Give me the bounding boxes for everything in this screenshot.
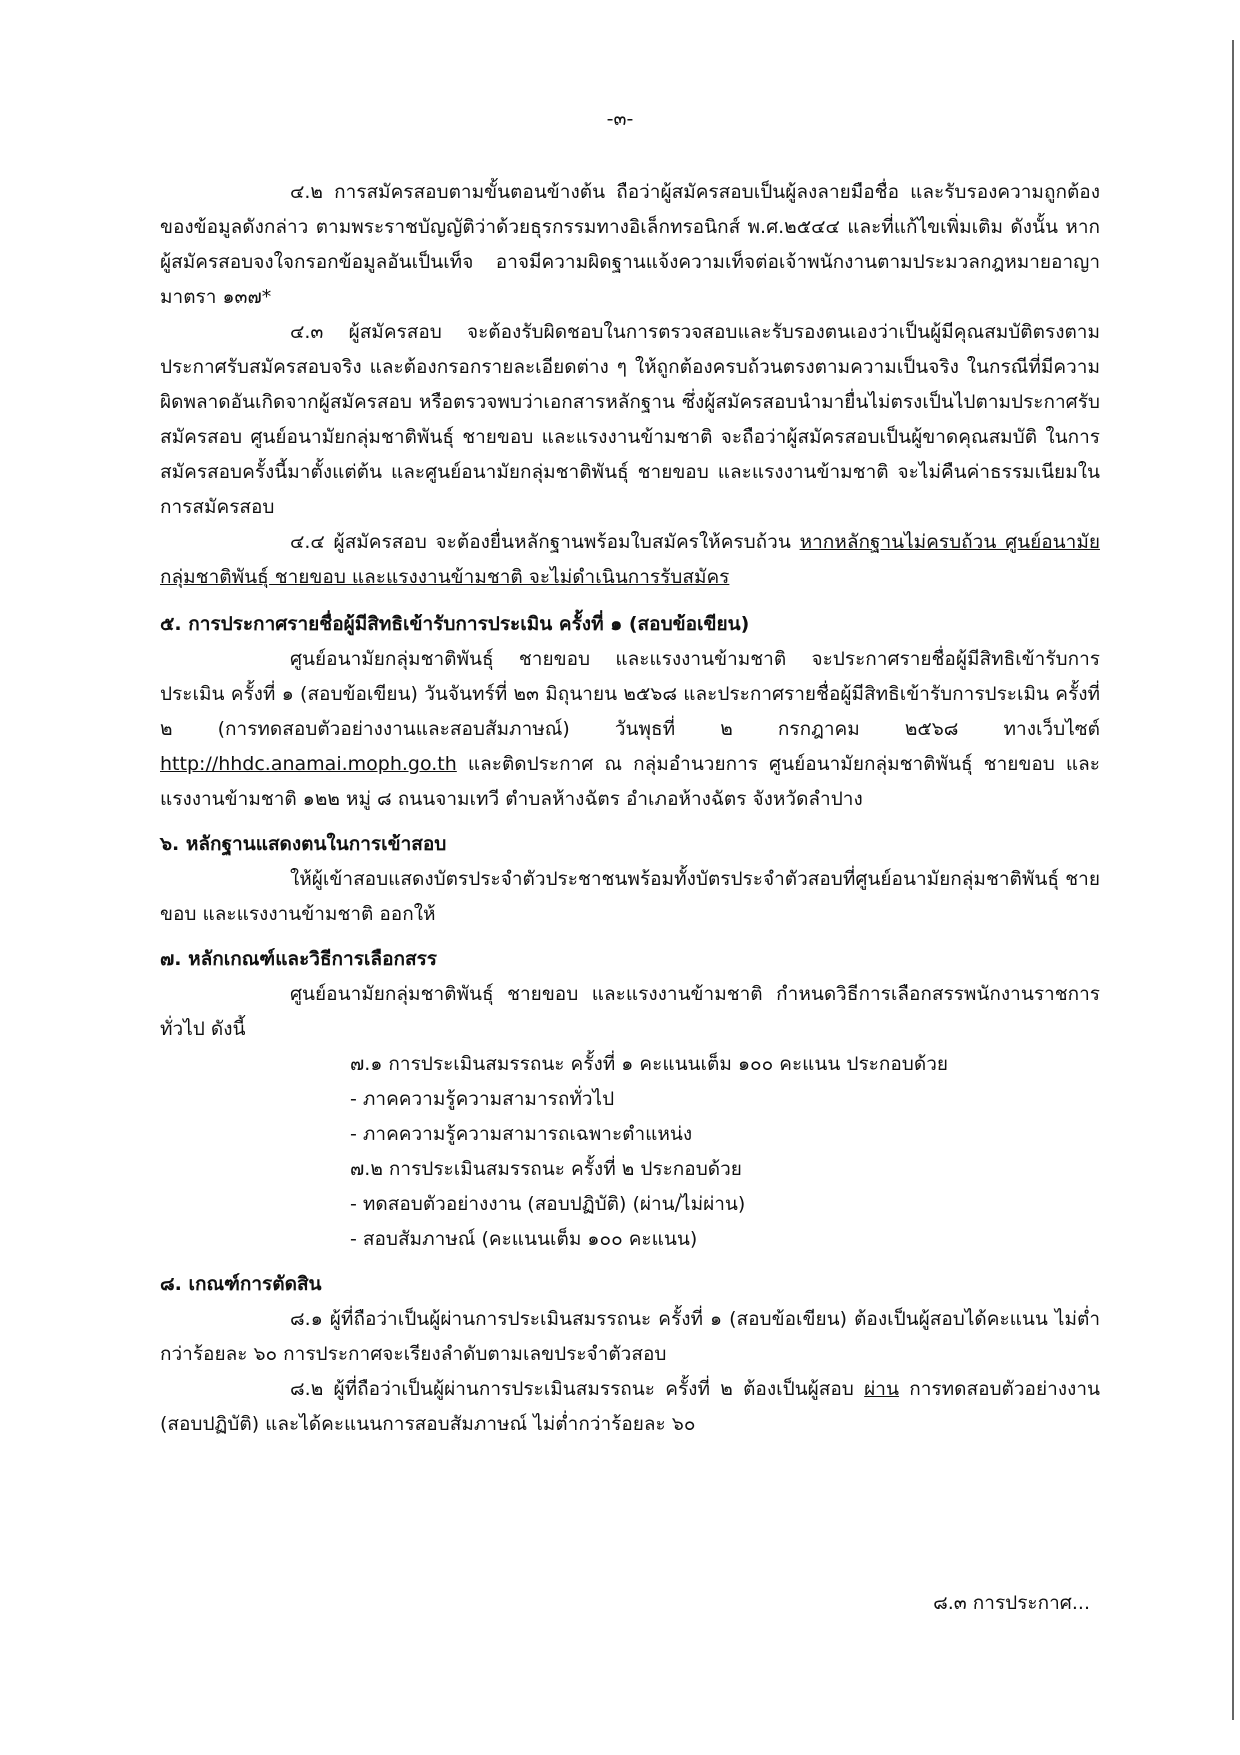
section-6: ให้ผู้เข้าสอบแสดงบัตรประจำตัวประชาชนพร้อมทั้งบัตรประจำตัวสอบที่ศูนย์อนามัยกลุ่มชาติพันธุ์ ชายขอบ และแรงงานข้ามชาติ ออกให้ [160,868,1100,925]
section-8-2 [160,1372,1100,1442]
document-body [160,175,1100,1442]
website-link[interactable]: http://hhdc.anamai.moph.go.th [160,753,457,775]
section-4-3: ๔.๓ ผู้สมัครสอบ จะต้องรับผิดชอบในการตรวจสอบและรับรองตนเองว่าเป็นผู้มีคุณสมบัติตรงตามประกาศรับสมัครสอบจริง และต้องกรอกรายละเอียดต่าง ๆ ให้ถูกต้องครบถ้วนตรงตามความเป็นจริง ในกรณีที่มีความผิดพลาดอันเกิดจากผู้สมัครสอบ หรือตรวจพบว่าเอกสารหลักฐาน ซึ่งผู้สมัครสอบนำมายื่นไม่ตรงเป็นไปตามประกาศรับสมัครสอบ ศูนย์อนามัยกลุ่มชาติพันธุ์ ชายขอบ และแรงงานข้ามชาติ จะถือว่าผู้สมัครสอบเป็นผู้ขาดคุณสมบัติ ในการสมัครสอบครั้งนี้มาตั้งแต่ต้น และศูนย์อนามัยกลุ่มชาติพันธุ์ ชายขอบ และแรงงานข้ามชาติ จะไม่คืนค่าธรรมเนียมในการสมัครสอบ [160,321,1100,518]
section-4-4-text: ๔.๔ ผู้สมัครสอบ จะต้องยื่นหลักฐานพร้อมใบสมัครให้ครบถ้วน [290,531,800,553]
section-5-text: ศูนย์อนามัยกลุ่มชาติพันธุ์ ชายขอบ และแรงงานข้ามชาติ จะประกาศรายชื่อผู้มีสิทธิเข้ารับการประเมิน ครั้งที่ ๑ (สอบข้อเขียน) วันจันทร์ที่ ๒๓ มิถุนายน ๒๕๖๘ และประกาศรายชื่อผู้มีสิทธิเข้ารับการประเมิน ครั้งที่ ๒ (การทดสอบตัวอย่างงานและสอบสัมภาษณ์) วันพุธที่ ๒ กรกฎาคม ๒๕๖๘ ทางเว็บไซต์ [160,648,1100,740]
heading-6: ๖. หลักฐานแสดงตนในการเข้าสอบ [160,833,447,855]
section-7-2-item-b: - สอบสัมภาษณ์ (คะแนนเต็ม ๑๐๐ คะแนน) [350,1228,698,1250]
section-7-1: ๗.๑ การประเมินสมรรถนะ ครั้งที่ ๑ คะแนนเต็ม ๑๐๐ คะแนน ประกอบด้วย [350,1053,948,1075]
section-5 [160,642,1100,817]
heading-5: ๕. การประกาศรายชื่อผู้มีสิทธิเข้ารับการประเมิน ครั้งที่ ๑ (สอบข้อเขียน) [160,613,750,635]
scan-edge-line [1232,40,1234,1720]
section-4-2: ๔.๒ การสมัครสอบตามขั้นตอนข้างต้น ถือว่าผู้สมัครสอบเป็นผู้ลงลายมือชื่อ และรับรองความถูกต้องของข้อมูลดังกล่าว ตามพระราชบัญญัติว่าด้วยธุรกรรมทางอิเล็กทรอนิกส์ พ.ศ.๒๕๔๔ และที่แก้ไขเพิ่มเติม ดังนั้น หากผู้สมัครสอบจงใจกรอกข้อมูลอันเป็นเท็จ อาจมีความผิดฐานแจ้งความเท็จต่อเจ้าพนักงานตามประมวลกฎหมายอาญา มาตรา ๑๓๗* [160,181,1100,308]
section-8-2-text: ๘.๒ ผู้ที่ถือว่าเป็นผู้ผ่านการประเมินสมรรถนะ ครั้งที่ ๒ ต้องเป็นผู้สอบ [290,1378,865,1400]
section-7: ศูนย์อนามัยกลุ่มชาติพันธุ์ ชายขอบ และแรงงานข้ามชาติ กำหนดวิธีการเลือกสรรพนักงานราชการทั่วไป ดังนี้ [160,983,1100,1040]
section-8-1: ๘.๑ ผู้ที่ถือว่าเป็นผู้ผ่านการประเมินสมรรถนะ ครั้งที่ ๑ (สอบข้อเขียน) ต้องเป็นผู้สอบได้คะแนน ไม่ต่ำกว่าร้อยละ ๖๐ การประกาศจะเรียงลำดับตามเลขประจำตัวสอบ [160,1308,1100,1365]
section-8-2-underlined: ผ่าน [864,1378,899,1400]
heading-8: ๘. เกณฑ์การตัดสิน [160,1273,322,1295]
heading-7: ๗. หลักเกณฑ์และวิธีการเลือกสรร [160,948,437,970]
continuation-reference: ๘.๓ การประกาศ... [933,1592,1090,1614]
section-7-1-item-a: - ภาคความรู้ความสามารถทั่วไป [350,1088,615,1110]
section-7-1-item-b: - ภาคความรู้ความสามารถเฉพาะตำแหน่ง [350,1123,693,1145]
page-number: -๓- [606,108,634,130]
section-8-2-text-end: การทดสอบตัวอย่างงาน (สอบปฏิบัติ) และได้คะแนนการสอบสัมภาษณ์ ไม่ต่ำกว่าร้อยละ ๖๐ [160,1378,1100,1435]
section-4-4 [160,525,1100,595]
section-7-2: ๗.๒ การประเมินสมรรถนะ ครั้งที่ ๒ ประกอบด้วย [350,1158,742,1180]
section-5-text-end: และติดประกาศ ณ กลุ่มอำนวยการ ศูนย์อนามัยกลุ่มชาติพันธุ์ ชายขอบ และแรงงานข้ามชาติ ๑๒๒ หมู่ ๘ ถนนจามเทวี ตำบลห้างฉัตร อำเภอห้างฉัตร จังหวัดลำปาง [160,753,1100,810]
section-7-2-item-a: - ทดสอบตัวอย่างงาน (สอบปฏิบัติ) (ผ่าน/ไม่ผ่าน) [350,1193,746,1215]
section-4-4-underlined: หากหลักฐานไม่ครบถ้วน ศูนย์อนามัยกลุ่มชาติพันธุ์ ชายขอบ และแรงงานข้ามชาติ จะไม่ดำเนินการรับสมัคร [160,531,1100,588]
